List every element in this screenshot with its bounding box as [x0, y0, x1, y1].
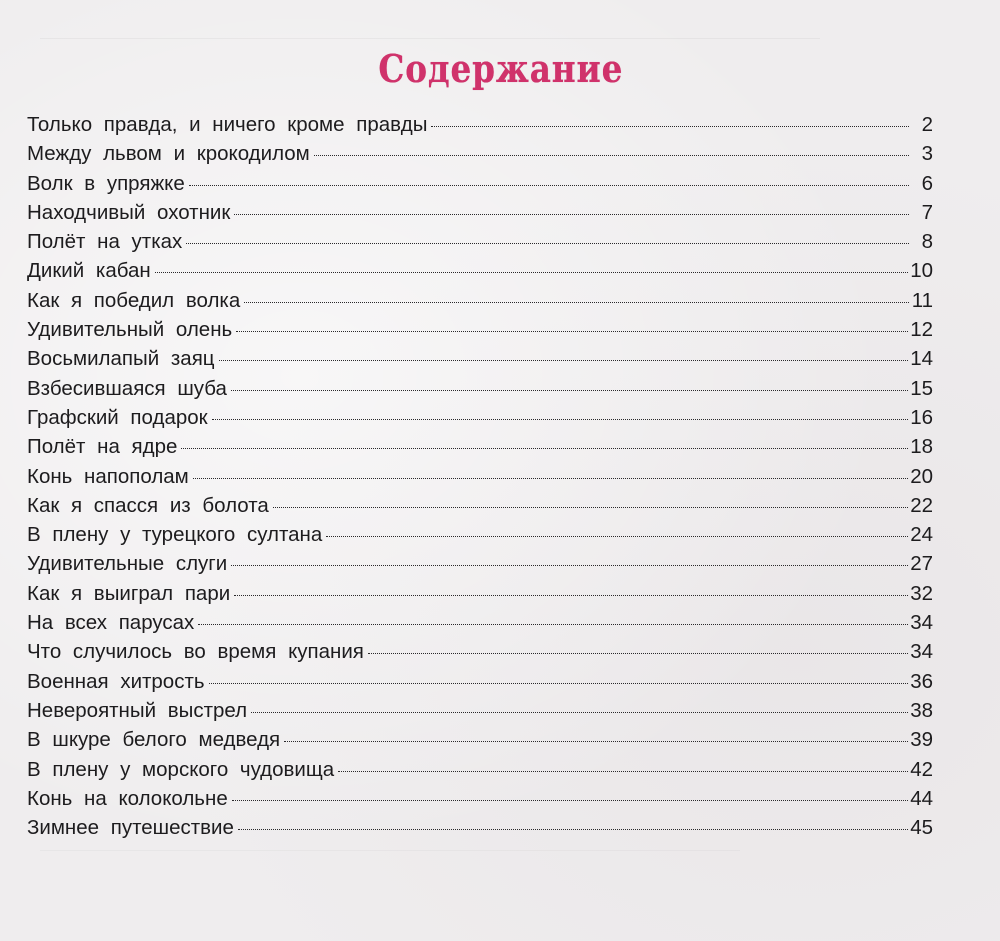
- toc-entry-title: Как я выиграл пари: [27, 581, 231, 605]
- toc-entry-page: 12: [910, 318, 933, 342]
- toc-entry-page: 6: [921, 171, 933, 195]
- toc-entry-title: Дикий кабан: [27, 259, 151, 283]
- toc-entry-page: 7: [921, 200, 933, 224]
- dot-leader: [181, 448, 908, 449]
- toc-entry[interactable]: [27, 552, 933, 581]
- toc-entry-page: 32: [910, 581, 933, 605]
- toc-entry-page: 14: [910, 347, 933, 371]
- toc-entry-title: Взбесившаяся шуба: [27, 376, 227, 400]
- toc-entry[interactable]: [27, 113, 933, 142]
- toc-entry[interactable]: [27, 699, 933, 728]
- dot-leader: [234, 214, 909, 215]
- toc-entry-title: Как я победил волка: [27, 288, 241, 312]
- dot-leader: [212, 419, 909, 420]
- toc-entry-title: В плену у турецкого султана: [27, 523, 323, 547]
- dot-leader: [198, 624, 908, 625]
- toc-entry[interactable]: [27, 377, 933, 406]
- toc-entry-page: 38: [910, 698, 933, 722]
- toc-entry-page: 34: [910, 640, 933, 664]
- toc-entry-page: 10: [910, 259, 933, 283]
- dot-leader: [238, 829, 908, 830]
- dot-leader: [273, 507, 908, 508]
- toc-entry-title: Полёт на ядре: [27, 435, 178, 459]
- toc-entry[interactable]: [27, 728, 933, 757]
- table-of-contents: [27, 113, 933, 845]
- toc-entry-page: 44: [910, 786, 933, 810]
- toc-entry-page: 42: [910, 757, 933, 781]
- toc-entry[interactable]: [27, 582, 933, 611]
- dot-leader: [244, 302, 909, 303]
- toc-entry-title: Волк в упряжке: [27, 171, 185, 195]
- toc-entry[interactable]: [27, 142, 933, 171]
- toc-entry-page: 8: [921, 230, 933, 254]
- dot-leader: [236, 331, 908, 332]
- toc-entry-page: 3: [921, 142, 933, 166]
- toc-entry-title: Полёт на утках: [27, 230, 183, 254]
- toc-entry-title: Находчивый охотник: [27, 200, 231, 224]
- toc-entry-page: 11: [911, 288, 933, 312]
- dot-leader: [193, 478, 908, 479]
- toc-entry-title: Военная хитрость: [27, 669, 205, 693]
- toc-entry[interactable]: [27, 347, 933, 376]
- toc-entry[interactable]: [27, 670, 933, 699]
- toc-entry-page: 15: [910, 376, 933, 400]
- toc-entry[interactable]: [27, 201, 933, 230]
- toc-entry-title: Восьмилапый заяц: [27, 347, 215, 371]
- toc-entry-page: 24: [910, 523, 933, 547]
- toc-entry[interactable]: [27, 289, 933, 318]
- toc-entry[interactable]: [27, 611, 933, 640]
- toc-entry-page: 18: [910, 435, 933, 459]
- toc-entry-title: В шкуре белого медведя: [27, 728, 281, 752]
- page-title: Содержание: [378, 46, 624, 91]
- toc-entry-title: Удивительный олень: [27, 318, 233, 342]
- dot-leader: [431, 126, 909, 127]
- show-through-texture: [40, 850, 740, 911]
- toc-entry-page: 20: [910, 464, 933, 488]
- dot-leader: [368, 653, 908, 654]
- toc-entry-page: 45: [910, 816, 933, 840]
- toc-entry[interactable]: [27, 230, 933, 259]
- toc-entry-page: 27: [910, 552, 933, 576]
- dot-leader: [231, 565, 908, 566]
- dot-leader: [251, 712, 908, 713]
- toc-entry-title: Зимнее путешествие: [27, 816, 234, 840]
- dot-leader: [234, 595, 908, 596]
- toc-entry-page: 16: [910, 405, 933, 429]
- toc-entry-title: Невероятный выстрел: [27, 698, 248, 722]
- toc-entry-page: 2: [921, 113, 933, 136]
- toc-entry[interactable]: [27, 318, 933, 347]
- dot-leader: [314, 155, 909, 156]
- toc-entry[interactable]: [27, 435, 933, 464]
- toc-entry-title: На всех парусах: [27, 611, 195, 635]
- toc-entry[interactable]: [27, 172, 933, 201]
- dot-leader: [155, 272, 908, 273]
- toc-entry-title: Удивительные слуги: [27, 552, 228, 576]
- toc-entry[interactable]: [27, 640, 933, 669]
- toc-entry[interactable]: [27, 465, 933, 494]
- toc-entry-title: Что случилось во время купания: [27, 640, 364, 664]
- dot-leader: [186, 243, 909, 244]
- toc-entry-page: 22: [910, 493, 933, 517]
- toc-entry-page: 36: [910, 669, 933, 693]
- toc-entry-title: Как я спасся из болота: [27, 493, 269, 517]
- toc-entry[interactable]: [27, 259, 933, 288]
- toc-entry[interactable]: [27, 406, 933, 435]
- dot-leader: [219, 360, 909, 361]
- toc-entry-page: 39: [910, 728, 933, 752]
- toc-entry-title: Графский подарок: [27, 405, 208, 429]
- dot-leader: [209, 683, 909, 684]
- toc-entry-title: Конь на колокольне: [27, 786, 228, 810]
- toc-entry[interactable]: [27, 787, 933, 816]
- toc-entry-title: Конь напополам: [27, 464, 189, 488]
- toc-entry-title: Между львом и крокодилом: [27, 142, 310, 166]
- dot-leader: [189, 185, 909, 186]
- toc-entry[interactable]: [27, 523, 933, 552]
- toc-entry[interactable]: [27, 758, 933, 787]
- toc-entry-page: 34: [910, 611, 933, 635]
- toc-entry-title: Только правда, и ничего кроме правды: [27, 113, 428, 136]
- toc-entry[interactable]: [27, 494, 933, 523]
- dot-leader: [232, 800, 908, 801]
- toc-entry-title: В плену у морского чудовища: [27, 757, 335, 781]
- toc-entry[interactable]: [27, 816, 933, 845]
- dot-leader: [326, 536, 908, 537]
- dot-leader: [231, 390, 908, 391]
- dot-leader: [284, 741, 908, 742]
- dot-leader: [338, 771, 908, 772]
